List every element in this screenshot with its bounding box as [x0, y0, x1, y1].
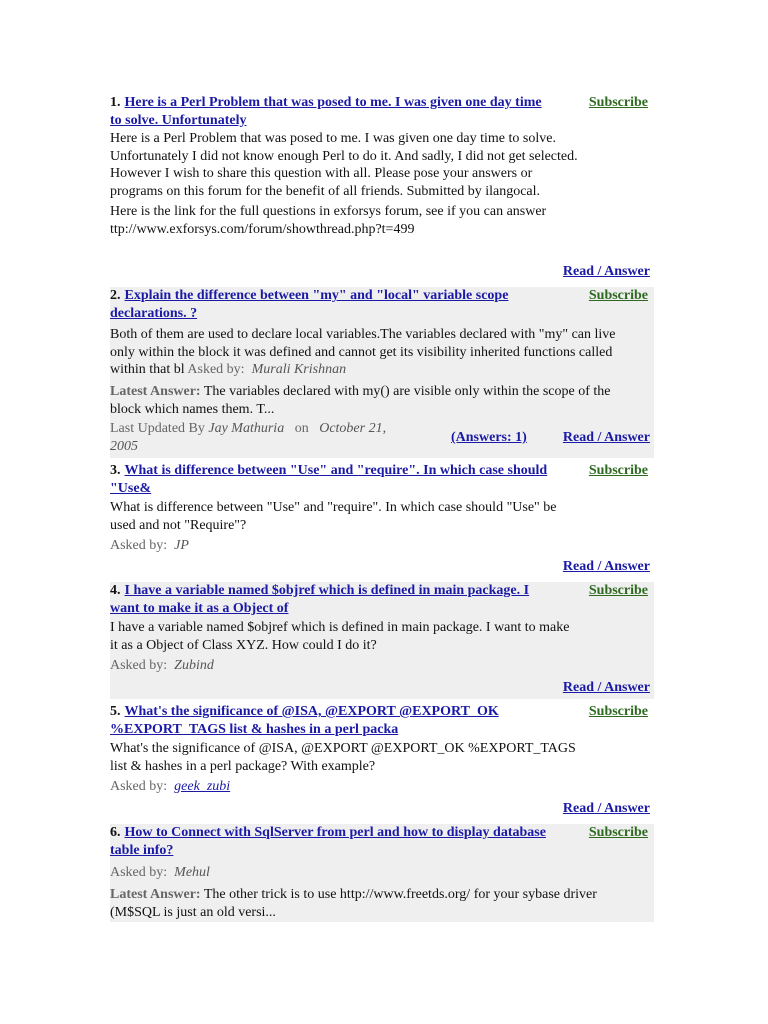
subscribe-link[interactable]: Subscribe	[588, 95, 648, 110]
question-header	[110, 287, 654, 323]
latest-answer	[110, 383, 640, 419]
question-number: 5.	[110, 704, 121, 719]
question-title	[110, 94, 554, 130]
asked-by-label: Asked by:	[187, 362, 245, 377]
read-answer-link[interactable]: Read / Answer	[562, 430, 650, 445]
asked-by-name: Murali Krishnan	[251, 362, 347, 377]
read-answer-link[interactable]: Read / Answer	[562, 801, 650, 816]
question-header	[110, 462, 654, 498]
question-4	[110, 582, 654, 699]
asked-by	[110, 864, 654, 882]
question-number: 1.	[110, 95, 121, 110]
question-title-link[interactable]: I have a variable named $objref which is defined in main package. I want to make it as a Object of	[110, 583, 530, 616]
question-header	[110, 703, 654, 739]
question-number: 4.	[110, 583, 121, 598]
question-title	[110, 824, 554, 860]
answers-count-link[interactable]: (Answers: 1)	[451, 430, 527, 445]
read-answer-link[interactable]: Read / Answer	[562, 264, 650, 279]
question-body: I have a variable named $objref which is defined in main package. I want to make it as a Object of Class XYZ. How could I do it?	[110, 620, 570, 653]
subscribe-link[interactable]: Subscribe	[588, 463, 648, 478]
question-header	[110, 94, 654, 130]
question-note: Here is the link for the full questions in exforsys forum, see if you can answer ttp://www.exforsys.com/forum/showthread.php?t=499	[110, 204, 547, 237]
question-title-link[interactable]: What's the significance of @ISA, @EXPORT @EXPORT_OK %EXPORT_TAGS list & hashes in a perl packa	[110, 704, 499, 737]
asked-by	[110, 657, 654, 675]
read-answer-link[interactable]: Read / Answer	[562, 680, 650, 695]
question-number: 2.	[110, 288, 121, 303]
question-title	[110, 287, 554, 323]
question-body: What's the significance of @ISA, @EXPORT @EXPORT_OK %EXPORT_TAGS list & hashes in a perl package? With example?	[110, 741, 576, 774]
on-label: on	[294, 421, 309, 436]
question-title-link[interactable]: Here is a Perl Problem that was posed to me. I was given one day time to solve. Unfortunately	[110, 95, 542, 128]
question-2	[110, 287, 654, 458]
latest-answer-text: The variables declared with my() are visible only within the scope of the block which names them. T...	[110, 384, 611, 417]
last-updated	[110, 420, 400, 456]
asked-by	[187, 362, 346, 377]
question-number: 6.	[110, 825, 121, 840]
question-title	[110, 462, 554, 498]
latest-answer	[110, 886, 640, 922]
asked-by	[110, 537, 654, 555]
question-title	[110, 703, 554, 739]
question-title-link[interactable]: What is difference between "Use" and "require". In which case should "Use&	[110, 463, 548, 496]
question-header	[110, 824, 654, 860]
latest-answer-text: The other trick is to use http://www.freetds.org/ for your sybase driver (M$SQL is just an old versi...	[110, 887, 597, 920]
question-5	[110, 703, 654, 819]
question-title	[110, 582, 554, 618]
question-title-link[interactable]: Explain the difference between "my" and "local" variable scope declarations. ?	[110, 288, 509, 321]
question-6	[110, 824, 654, 922]
last-updated-date: October 21, 2005	[110, 421, 387, 454]
question-body: What is difference between "Use" and "require". In which case should "Use" be used and not "Require"?	[110, 500, 557, 533]
last-updated-by: Jay Mathuria	[208, 421, 285, 436]
question-1	[110, 94, 654, 260]
asked-by-name[interactable]: geek_zubi	[174, 779, 231, 794]
subscribe-link[interactable]: Subscribe	[588, 825, 648, 840]
asked-by	[110, 778, 654, 796]
asked-by-name: JP	[174, 538, 189, 553]
asked-by-label: Asked by:	[110, 538, 168, 553]
question-body: Here is a Perl Problem that was posed to me. I was given one day time to solve. Unfortunately I did not know enough Perl to do it. And sadly, I did not get selected. However I wish to share this question with all. Please pose your answers or programs on this forum for the benefit of all friends. Submitted by ilangocal.	[110, 131, 578, 199]
subscribe-link[interactable]: Subscribe	[588, 704, 648, 719]
question-body	[110, 326, 640, 379]
question-3	[110, 462, 654, 578]
subscribe-link[interactable]: Subscribe	[588, 583, 648, 598]
question-body-text: Both of them are used to declare local variables.The variables declared with "my" can live only within the block it was defined and cannot get its visibility inherited functions called within that bl	[110, 327, 616, 377]
latest-answer-label: Latest Answer:	[110, 384, 201, 399]
read-answer-link[interactable]: Read / Answer	[562, 559, 650, 574]
asked-by-label: Asked by:	[110, 658, 168, 673]
question-number: 3.	[110, 463, 121, 478]
asked-by-label: Asked by:	[110, 865, 168, 880]
asked-by-label: Asked by:	[110, 779, 168, 794]
question-title-link[interactable]: How to Connect with SqlServer from perl and how to display database table info?	[110, 825, 546, 858]
latest-answer-label: Latest Answer:	[110, 887, 201, 902]
last-updated-label: Last Updated By	[110, 421, 205, 436]
question-header	[110, 582, 654, 618]
asked-by-name: Mehul	[174, 865, 210, 880]
asked-by-name: Zubind	[174, 658, 214, 673]
subscribe-link[interactable]: Subscribe	[588, 288, 648, 303]
